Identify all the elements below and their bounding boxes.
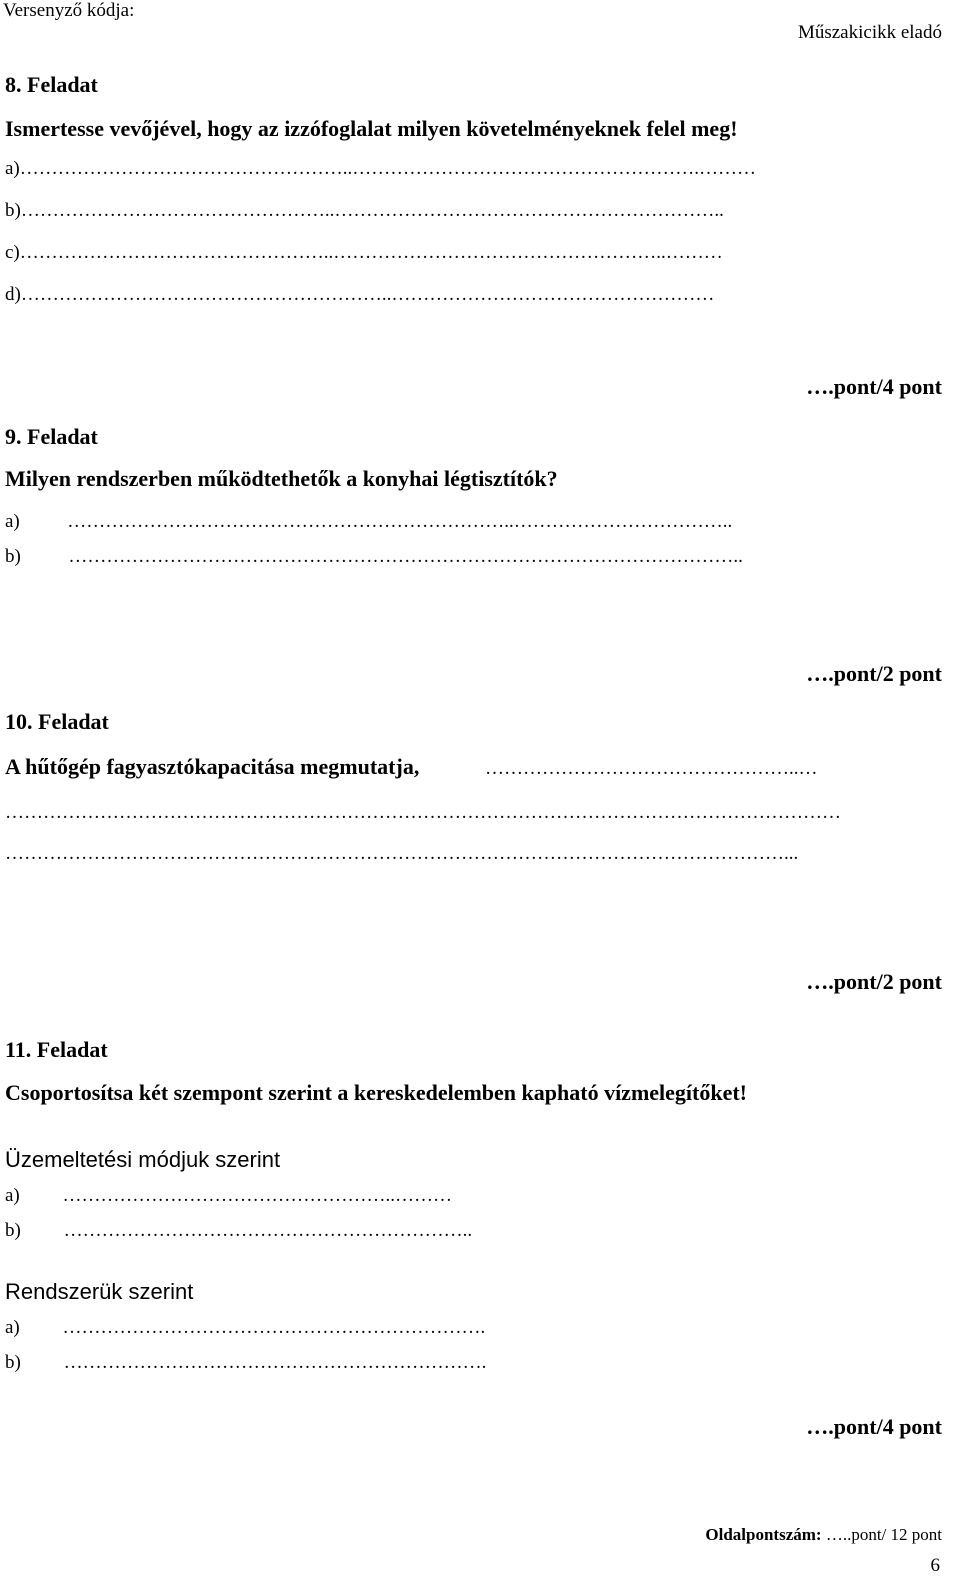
- task-9-title: 9. Feladat: [5, 424, 98, 449]
- task-8-score: ….pont/4 pont: [806, 374, 942, 399]
- task-8-answer-line-c[interactable]: c)…………………………………………..……………………………………………..………: [5, 242, 723, 263]
- task-10-score: ….pont/2 pont: [806, 969, 942, 994]
- task-8-question: Ismertesse vevőjével, hogy az izzófoglalat milyen követelményeknek felel meg!: [5, 116, 738, 141]
- task-11-score: ….pont/4 pont: [806, 1414, 942, 1439]
- task-11-group-1-line-b[interactable]: b) ………………………………………………………..: [5, 1220, 473, 1241]
- task-9-question: Milyen rendszerben működtethetők a konyhai légtisztítók?: [5, 466, 558, 491]
- task-9-score: ….pont/2 pont: [806, 661, 942, 686]
- task-9-answer-line-b[interactable]: b) ……………………………………………………………………………………………..: [5, 546, 743, 567]
- task-8-answer-line-b[interactable]: b)…………………………………………..……………………………………………………..: [5, 200, 724, 221]
- task-11-group-1-heading: Üzemeltetési módjuk szerint: [5, 1147, 281, 1172]
- page-score-value: …..pont/ 12 pont: [821, 1525, 942, 1544]
- task-11-group-2-line-a[interactable]: a) ………………………………………………………….: [5, 1317, 486, 1338]
- page-score-label: Oldalpontszám:: [705, 1525, 822, 1544]
- task-8-title: 8. Feladat: [5, 72, 98, 97]
- task-10-title: 10. Feladat: [5, 709, 109, 734]
- page-number: 6: [930, 1555, 940, 1576]
- header-profession: Műszakicikk eladó: [797, 22, 942, 43]
- task-11-group-2-heading: Rendszerük szerint: [5, 1279, 194, 1304]
- task-11-group-1-line-a[interactable]: a) ……………………………………………..………: [5, 1185, 453, 1206]
- task-10-answer-line-2[interactable]: ……………………………………………………………………………………………………………………: [5, 802, 841, 823]
- task-10-answer-line-1[interactable]: …………………………………………..…: [485, 758, 818, 779]
- page-score-footer: [705, 1525, 942, 1545]
- task-10-answer-line-3[interactable]: ……………………………………………………………………………………………………………...: [5, 843, 799, 864]
- task-10-question: A hűtőgép fagyasztókapacitása megmutatja,: [5, 754, 420, 779]
- task-11-title: 11. Feladat: [5, 1037, 108, 1062]
- task-9-answer-line-a[interactable]: a) ……………………………………………………………..……………………………..: [5, 511, 733, 532]
- task-11-group-2-line-b[interactable]: b) ………………………………………………………….: [5, 1352, 487, 1373]
- task-11-question: Csoportosítsa két szempont szerint a kereskedelemben kapható vízmelegítőket!: [5, 1080, 748, 1105]
- task-8-answer-line-d[interactable]: d)…………………………………………………..……………………………………………: [5, 284, 715, 305]
- task-8-answer-line-a[interactable]: a)……………………………………………..……………………………………………….………: [5, 158, 757, 179]
- header-competitor-code: Versenyző kódja:: [3, 0, 135, 21]
